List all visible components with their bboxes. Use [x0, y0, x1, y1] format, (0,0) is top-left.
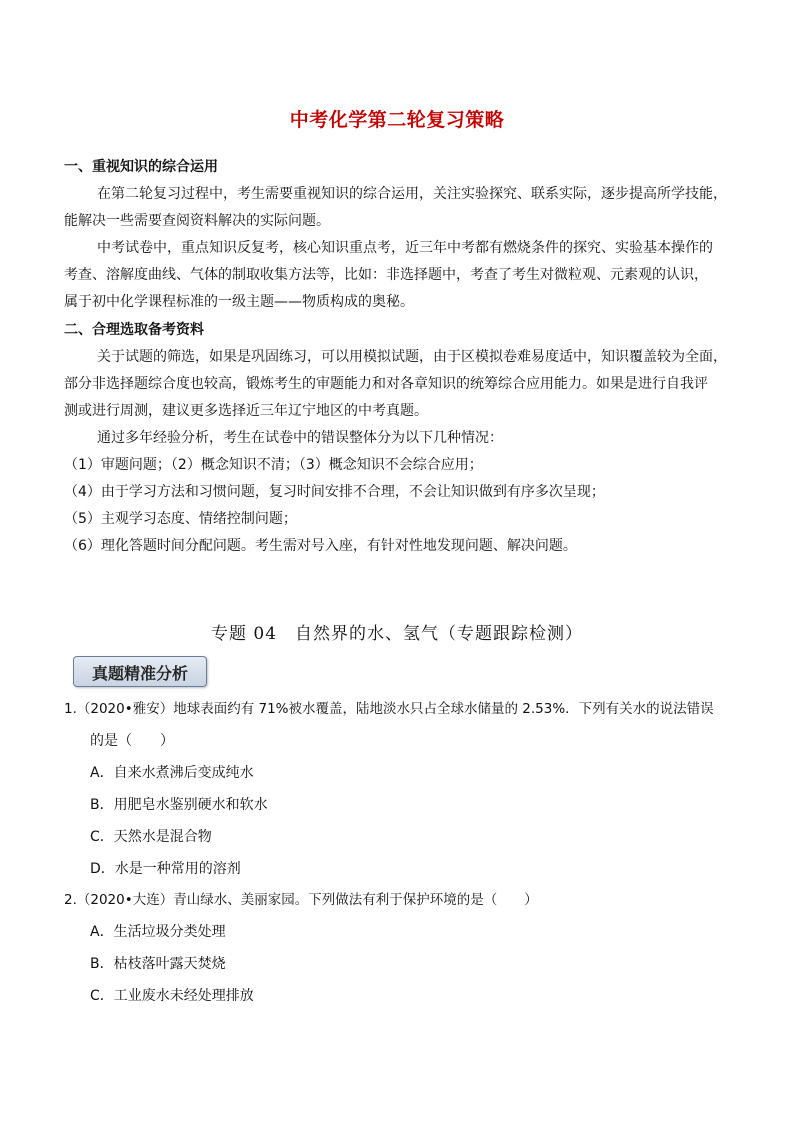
section2-paragraph2-line1: 通过多年经验分析，考生在试卷中的错误整体分为以下几种情况：: [97, 430, 503, 446]
question2-option-a: A．生活垃圾分类处理: [90, 924, 226, 940]
section2-paragraph1-line2: 部分非选择题综合度也较高，锻炼考生的审题能力和对各章知识的统筹综合应用能力。如果是进行自我评: [64, 376, 708, 392]
section1-paragraph2-line3: 属于初中化学课程标准的一级主题——物质构成的奥秘。: [64, 294, 414, 310]
section2-paragraph1-line3: 测或进行周测，建议更多选择近三年辽宁地区的中考真题。: [64, 403, 428, 419]
question1-option-b: B．用肥皂水鉴别硬水和软水: [90, 797, 268, 813]
section1-paragraph2-line2: 考查、溶解度曲线、气体的制取收集方法等，比如：非选择题中，考查了考生对微粒观、元素观的认识，: [64, 267, 708, 283]
section1-paragraph1-line2: 能解决一些需要查阅资料解决的实际问题。: [64, 213, 330, 229]
section1-paragraph1-line1: 在第二轮复习过程中，考生需要重视知识的综合运用，关注实验探究、联系实际，逐步提高所学技能，: [97, 186, 727, 202]
section1-heading: 一、重视知识的综合运用: [64, 159, 218, 175]
section2-paragraph1-line1: 关于试题的筛选，如果是巩固练习，可以用模拟试题，由于区模拟卷难易度适中，知识覆盖较为全面，: [97, 349, 727, 365]
question1-option-a: A．自来水煮沸后变成纯水: [90, 765, 254, 781]
section1-paragraph2-line1: 中考试卷中，重点知识反复考，核心知识重点考，近三年中考都有燃烧条件的探究、实验基本操作的: [97, 240, 713, 256]
question2-option-c: C．工业废水未经处理排放: [90, 988, 254, 1004]
topic-title: 专题 04 自然界的水、氢气（专题跟踪检测）: [210, 624, 584, 644]
list-item: （5）主观学习态度、情绪控制问题；: [64, 511, 297, 527]
section-label: 真题精准分析: [91, 664, 188, 683]
question1-option-c: C．天然水是混合物: [90, 829, 212, 845]
list-item: （1）审题问题；（2）概念知识不清；（3）概念知识不会综合应用；: [64, 457, 483, 473]
list-item: （6）理化答题时间分配问题。考生需对号入座，有针对性地发现问题、解决问题。: [64, 538, 577, 554]
section2-heading: 二、合理选取备考资料: [64, 322, 204, 338]
question2-option-b: B．枯枝落叶露天焚烧: [90, 956, 226, 972]
section-label-box: [73, 656, 207, 687]
document-title: 中考化学第二轮复习策略: [289, 109, 505, 131]
question1-stem-line1: 1.（2020•雅安）地球表面约有 71%被水覆盖，陆地淡水只占全球水储量的 2.53%．下列有关水的说法错误: [64, 701, 714, 717]
question1-option-d: D．水是一种常用的溶剂: [90, 861, 241, 877]
question1-stem-line2: 的是（ ）: [90, 733, 174, 749]
list-item: （4）由于学习方法和习惯问题，复习时间安排不合理，不会让知识做到有序多次呈现；: [64, 484, 605, 500]
question2-stem: 2.（2020•大连）青山绿水、美丽家园。下列做法有利于保护环境的是（ ）: [64, 892, 538, 908]
